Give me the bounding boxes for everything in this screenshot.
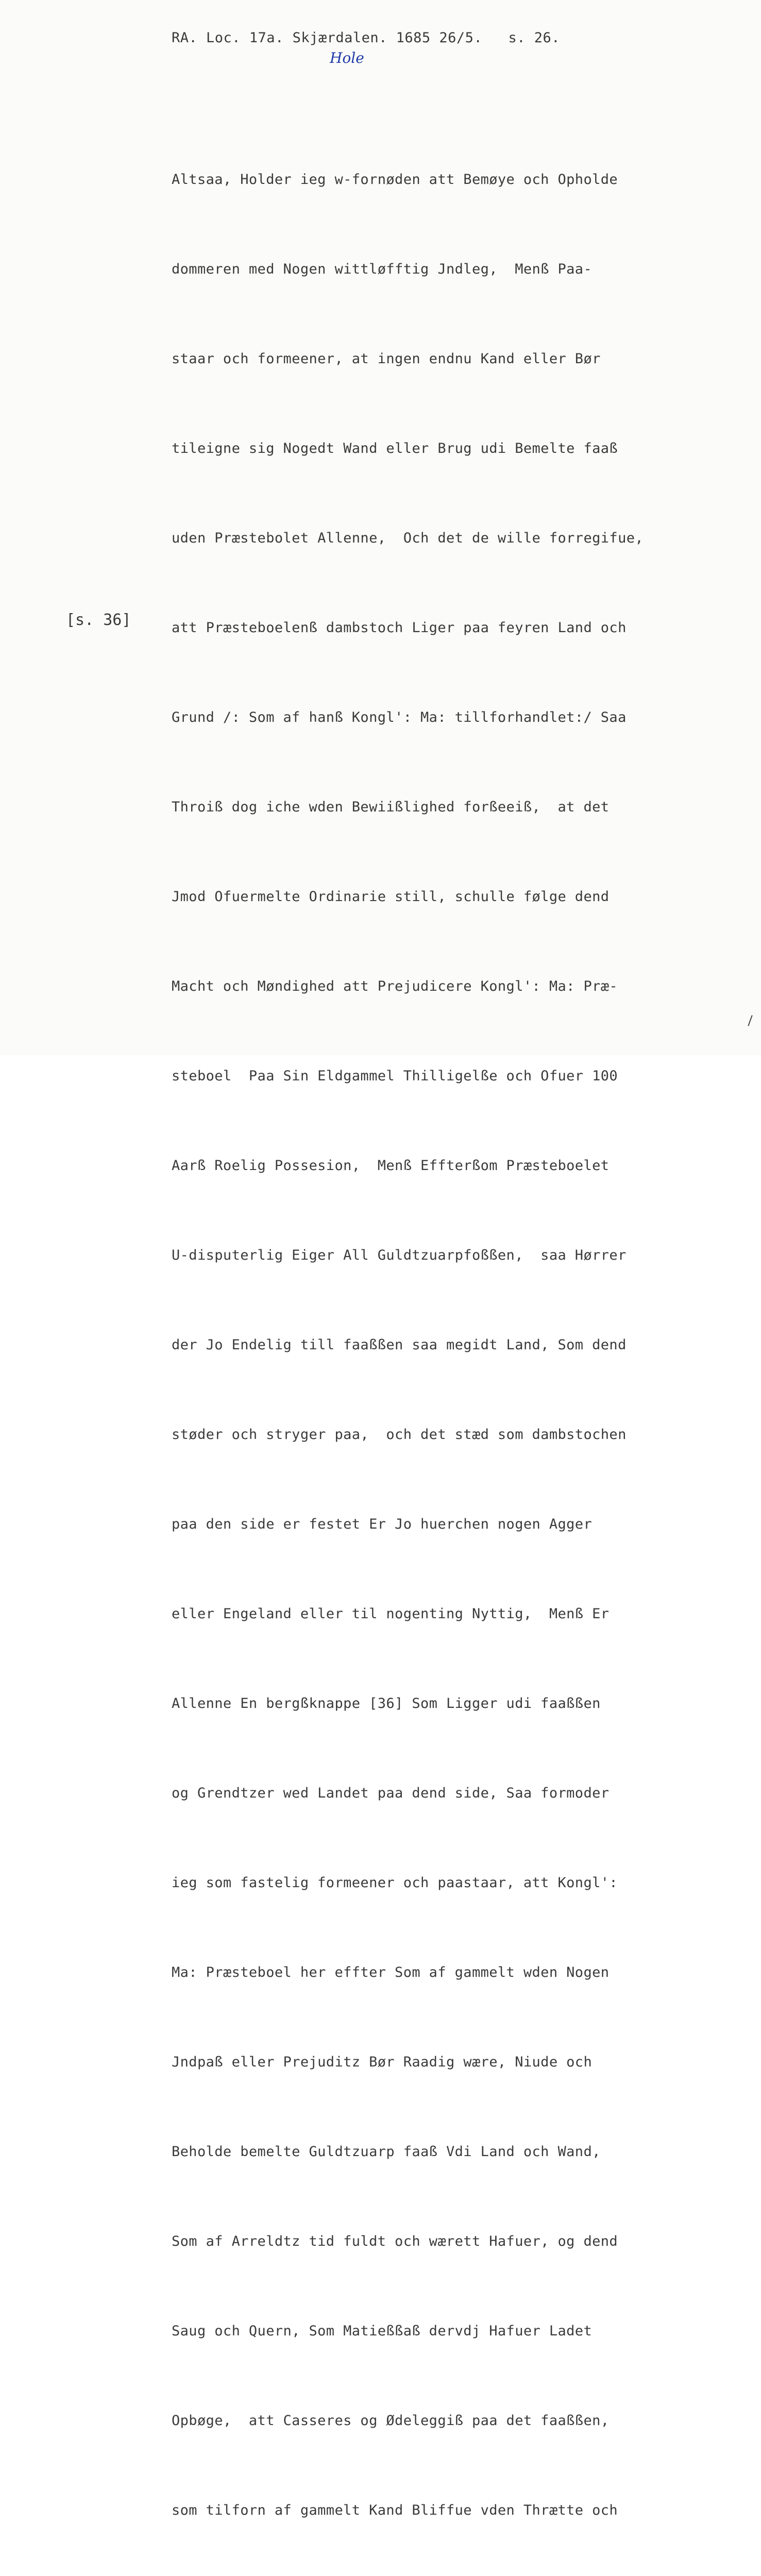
text-line: uden Præstebolet Allenne, Och det de wille forregifue, — [172, 530, 644, 546]
text-line: staar och formeener, at ingen endnu Kand eller Bør — [172, 351, 601, 367]
text-line: tileigne sig Nogedt Wand eller Brug udi Bemelte faaß — [172, 440, 618, 456]
text-line: og Grendtzer wed Landet paa dend side, Saa formoder — [172, 1785, 610, 1801]
text-line: Ma: Præsteboel her effter Som af gammelt wden Nogen — [172, 1964, 610, 1980]
text-line: Allenne En bergßknappe [36] Som Ligger udi faaßßen — [172, 1696, 601, 1711]
text-line: Beholde bemelte Guldtzuarp faaß Vdi Land och Wand, — [172, 2144, 601, 2160]
handwritten-annotation: Hole — [330, 49, 364, 66]
text-line: paa den side er festet Er Jo huerchen nogen Agger — [172, 1516, 593, 1532]
corner-pen-mark — [748, 1015, 752, 1026]
transcription-body — [172, 105, 644, 2576]
text-line: eller Engeland eller til nogenting Nyttig, Menß Er — [172, 1606, 610, 1622]
text-line: Grund /: Som af hanß Kongl': Ma: tillforhandlet:/ Saa — [172, 709, 627, 725]
text-line: Aarß Roelig Possesion, Menß Effterßom Præsteboelet — [172, 1158, 610, 1174]
text-line: Macht och Møndighed att Prejudicere Kongl': Ma: Præ- — [172, 978, 618, 994]
archive-reference-header: RA. Loc. 17a. Skjærdalen. 1685 26/5. s. 26. — [172, 30, 560, 46]
text-line: Som af Arreldtz tid fuldt och wærett Hafuer, og dend — [172, 2233, 618, 2249]
text-line: Opbøge, att Casseres og Ødeleggiß paa det faaßßen, — [172, 2413, 610, 2429]
text-line: der Jo Endelig till faaßßen saa megidt Land, Som dend — [172, 1337, 627, 1353]
text-line: Jndpaß eller Prejuditz Bør Raadig wære, Niude och — [172, 2054, 593, 2070]
text-line: steboel Paa Sin Eldgammel Thilligelße och Ofuer 100 — [172, 1068, 618, 1084]
text-line: U-disputerlig Eiger All Guldtzuarpfoßßen, saa Hørrer — [172, 1247, 627, 1263]
text-line: Throiß dog iche wden Bewiißlighed forßeeiß, at det — [172, 799, 610, 815]
text-line: ieg som fastelig formeener och paastaar, att Kongl': — [172, 1875, 618, 1891]
text-line: dommeren med Nogen wittløfftig Jndleg, Menß Paa- — [172, 261, 593, 277]
text-line: som tilforn af gammelt Kand Bliffue vden Thrætte och — [172, 2502, 618, 2518]
text-line: Saug och Quern, Som Matießßaß dervdj Hafuer Ladet — [172, 2323, 593, 2339]
text-line: Jmod Ofuermelte Ordinarie still, schulle følge dend — [172, 889, 610, 905]
text-line: att Præsteboelenß dambstoch Liger paa feyren Land och — [172, 620, 627, 636]
margin-page-note: [s. 36] — [66, 611, 131, 629]
text-line: støder och stryger paa, och det stæd som dambstochen — [172, 1427, 627, 1443]
text-line: Altsaa, Holder ieg w-fornøden att Bemøye och Opholde — [172, 172, 618, 188]
